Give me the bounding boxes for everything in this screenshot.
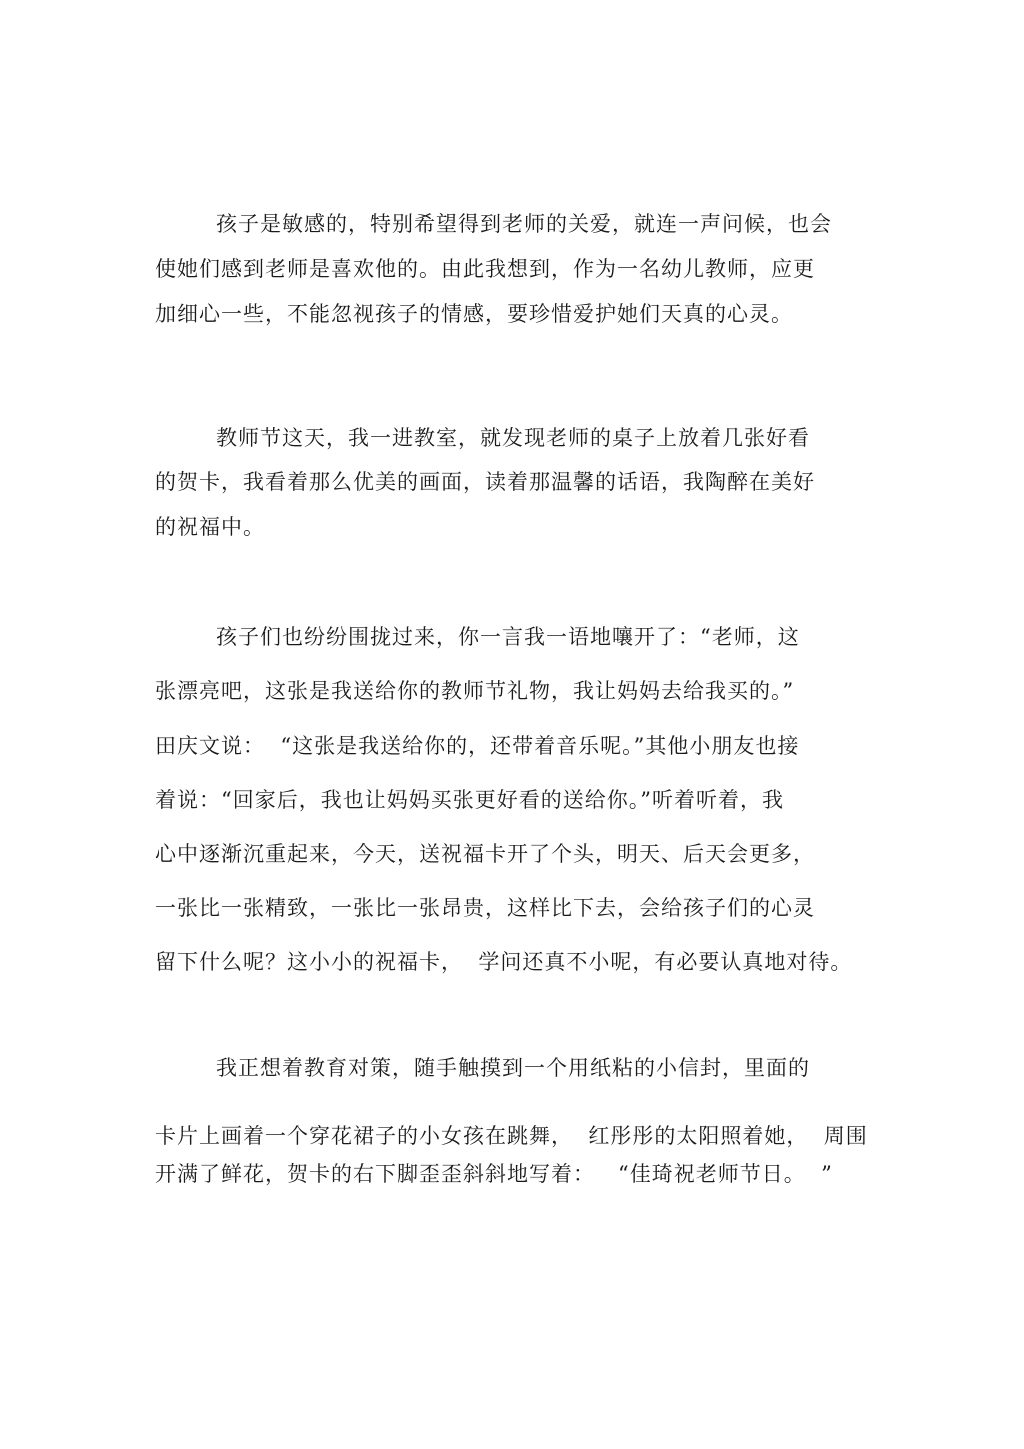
paragraph-line: 留下什么呢？这小小的祝福卡， 学问还真不小呢，有必要认真地对待。 — [155, 950, 853, 974]
paragraph-line: 我正想着教育对策，随手触摸到一个用纸粘的小信封，里面的 — [216, 1056, 810, 1080]
paragraph-line: 卡片上画着一个穿花裙子的小女孩在跳舞， 红彤彤的太阳照着她， 周围 — [155, 1124, 868, 1148]
paragraph-line: 的贺卡，我看着那么优美的画面，读着那温馨的话语，我陶醉在美好 — [155, 470, 815, 494]
paragraph-line: 加细心一些，不能忽视孩子的情感，要珍惜爱护她们天真的心灵。 — [155, 302, 793, 326]
paragraph-line: 田庆文说： “这张是我送给你的，还带着音乐呢。”其他小朋友也接 — [155, 734, 800, 758]
paragraph-line: 心中逐渐沉重起来，今天，送祝福卡开了个头，明天、后天会更多， — [155, 842, 815, 866]
paragraph-line: 开满了鲜花，贺卡的右下脚歪歪斜斜地写着： “佳琦祝老师节日。 ” — [155, 1162, 833, 1186]
paragraph-line: 一张比一张精致，一张比一张昂贵，这样比下去，会给孩子们的心灵 — [155, 896, 815, 920]
paragraph-line: 使她们感到老师是喜欢他的。由此我想到，作为一名幼儿教师，应更 — [155, 257, 815, 281]
paragraph-line: 张漂亮吧，这张是我送给你的教师节礼物，我让妈妈去给我买的。” — [155, 679, 795, 703]
paragraph-line: 孩子们也纷纷围拢过来，你一言我一语地嚷开了：“老师，这 — [216, 625, 800, 649]
paragraph-line: 教师节这天，我一进教室，就发现老师的桌子上放着几张好看 — [216, 426, 810, 450]
paragraph-line: 孩子是敏感的，特别希望得到老师的关爱，就连一声问候，也会 — [216, 212, 832, 236]
paragraph-line: 着说：“回家后，我也让妈妈买张更好看的送给你。”听着听着，我 — [155, 788, 784, 812]
paragraph-line: 的祝福中。 — [155, 515, 265, 539]
